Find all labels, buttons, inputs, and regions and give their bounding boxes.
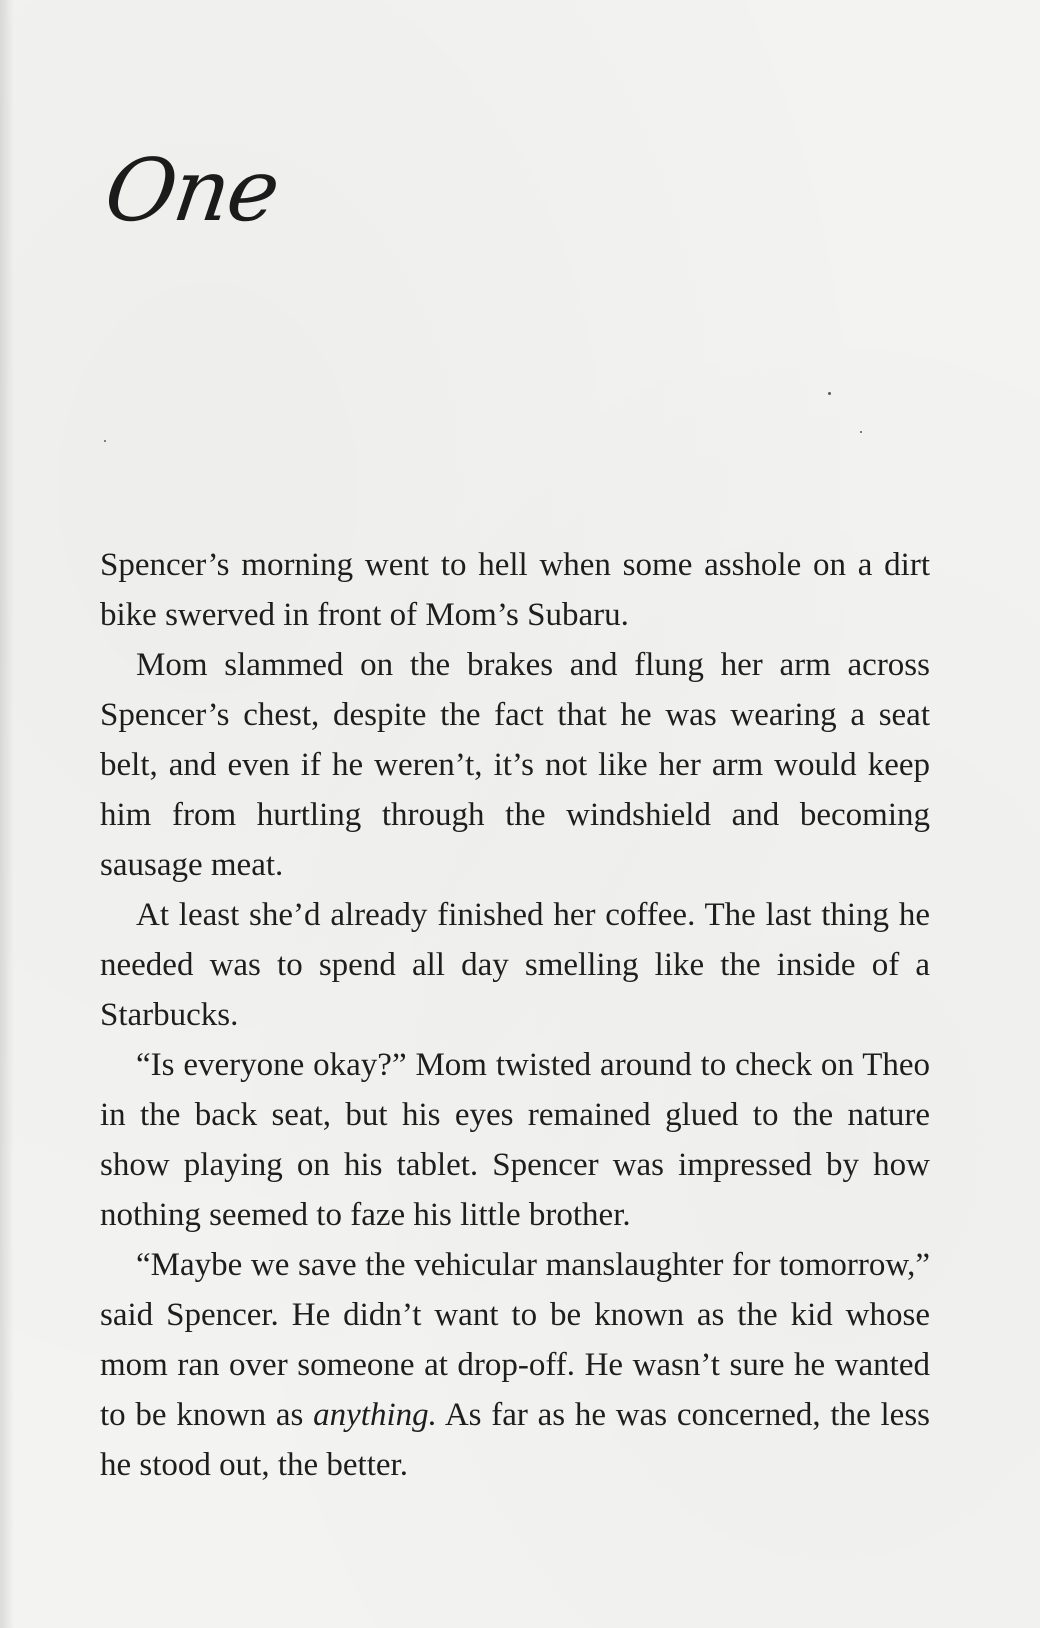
paragraph-4: “Is everyone okay?” Mom twisted around to check on Theo in the back seat, but his eyes remained glued to the nature show playing on his tablet. Spencer was impressed by how nothing seemed to faze his little brother.: [100, 1047, 930, 1233]
paragraph-3: At least she’d already finished her coffee. The last thing he needed was to spend all day smelling like the inside of a Starbucks.: [100, 897, 930, 1033]
chapter-body-text: [100, 540, 930, 1490]
paragraph-5: [100, 1240, 930, 1490]
page-gutter-shadow: [0, 0, 14, 1628]
paper-speck: [104, 440, 106, 442]
paragraph-2: Mom slammed on the brakes and flung her arm across Spencer’s chest, despite the fact that he was wearing a seat belt, and even if he weren’t, it’s not like her arm would keep him from hurtling through the windshield and becoming sausage meat.: [100, 647, 930, 883]
chapter-title: One: [99, 141, 284, 241]
paper-speck: [828, 392, 831, 395]
paragraph-5-end: As far as he was concerned, the less he stood out, the better.: [100, 1397, 930, 1483]
paragraph-5-emphasis: anything.: [313, 1397, 437, 1433]
paragraph-5-start: “Maybe we save the vehicular manslaughter for tomorrow,” said Spencer. He didn’t want to be known as the kid whose mom ran over someone at drop-off. He wasn’t sure he wanted to be known as: [100, 1247, 930, 1433]
paragraph-1: Spencer’s morning went to hell when some asshole on a dirt bike swerved in front of Mom’s Subaru.: [100, 547, 930, 633]
paper-speck: [860, 431, 862, 433]
